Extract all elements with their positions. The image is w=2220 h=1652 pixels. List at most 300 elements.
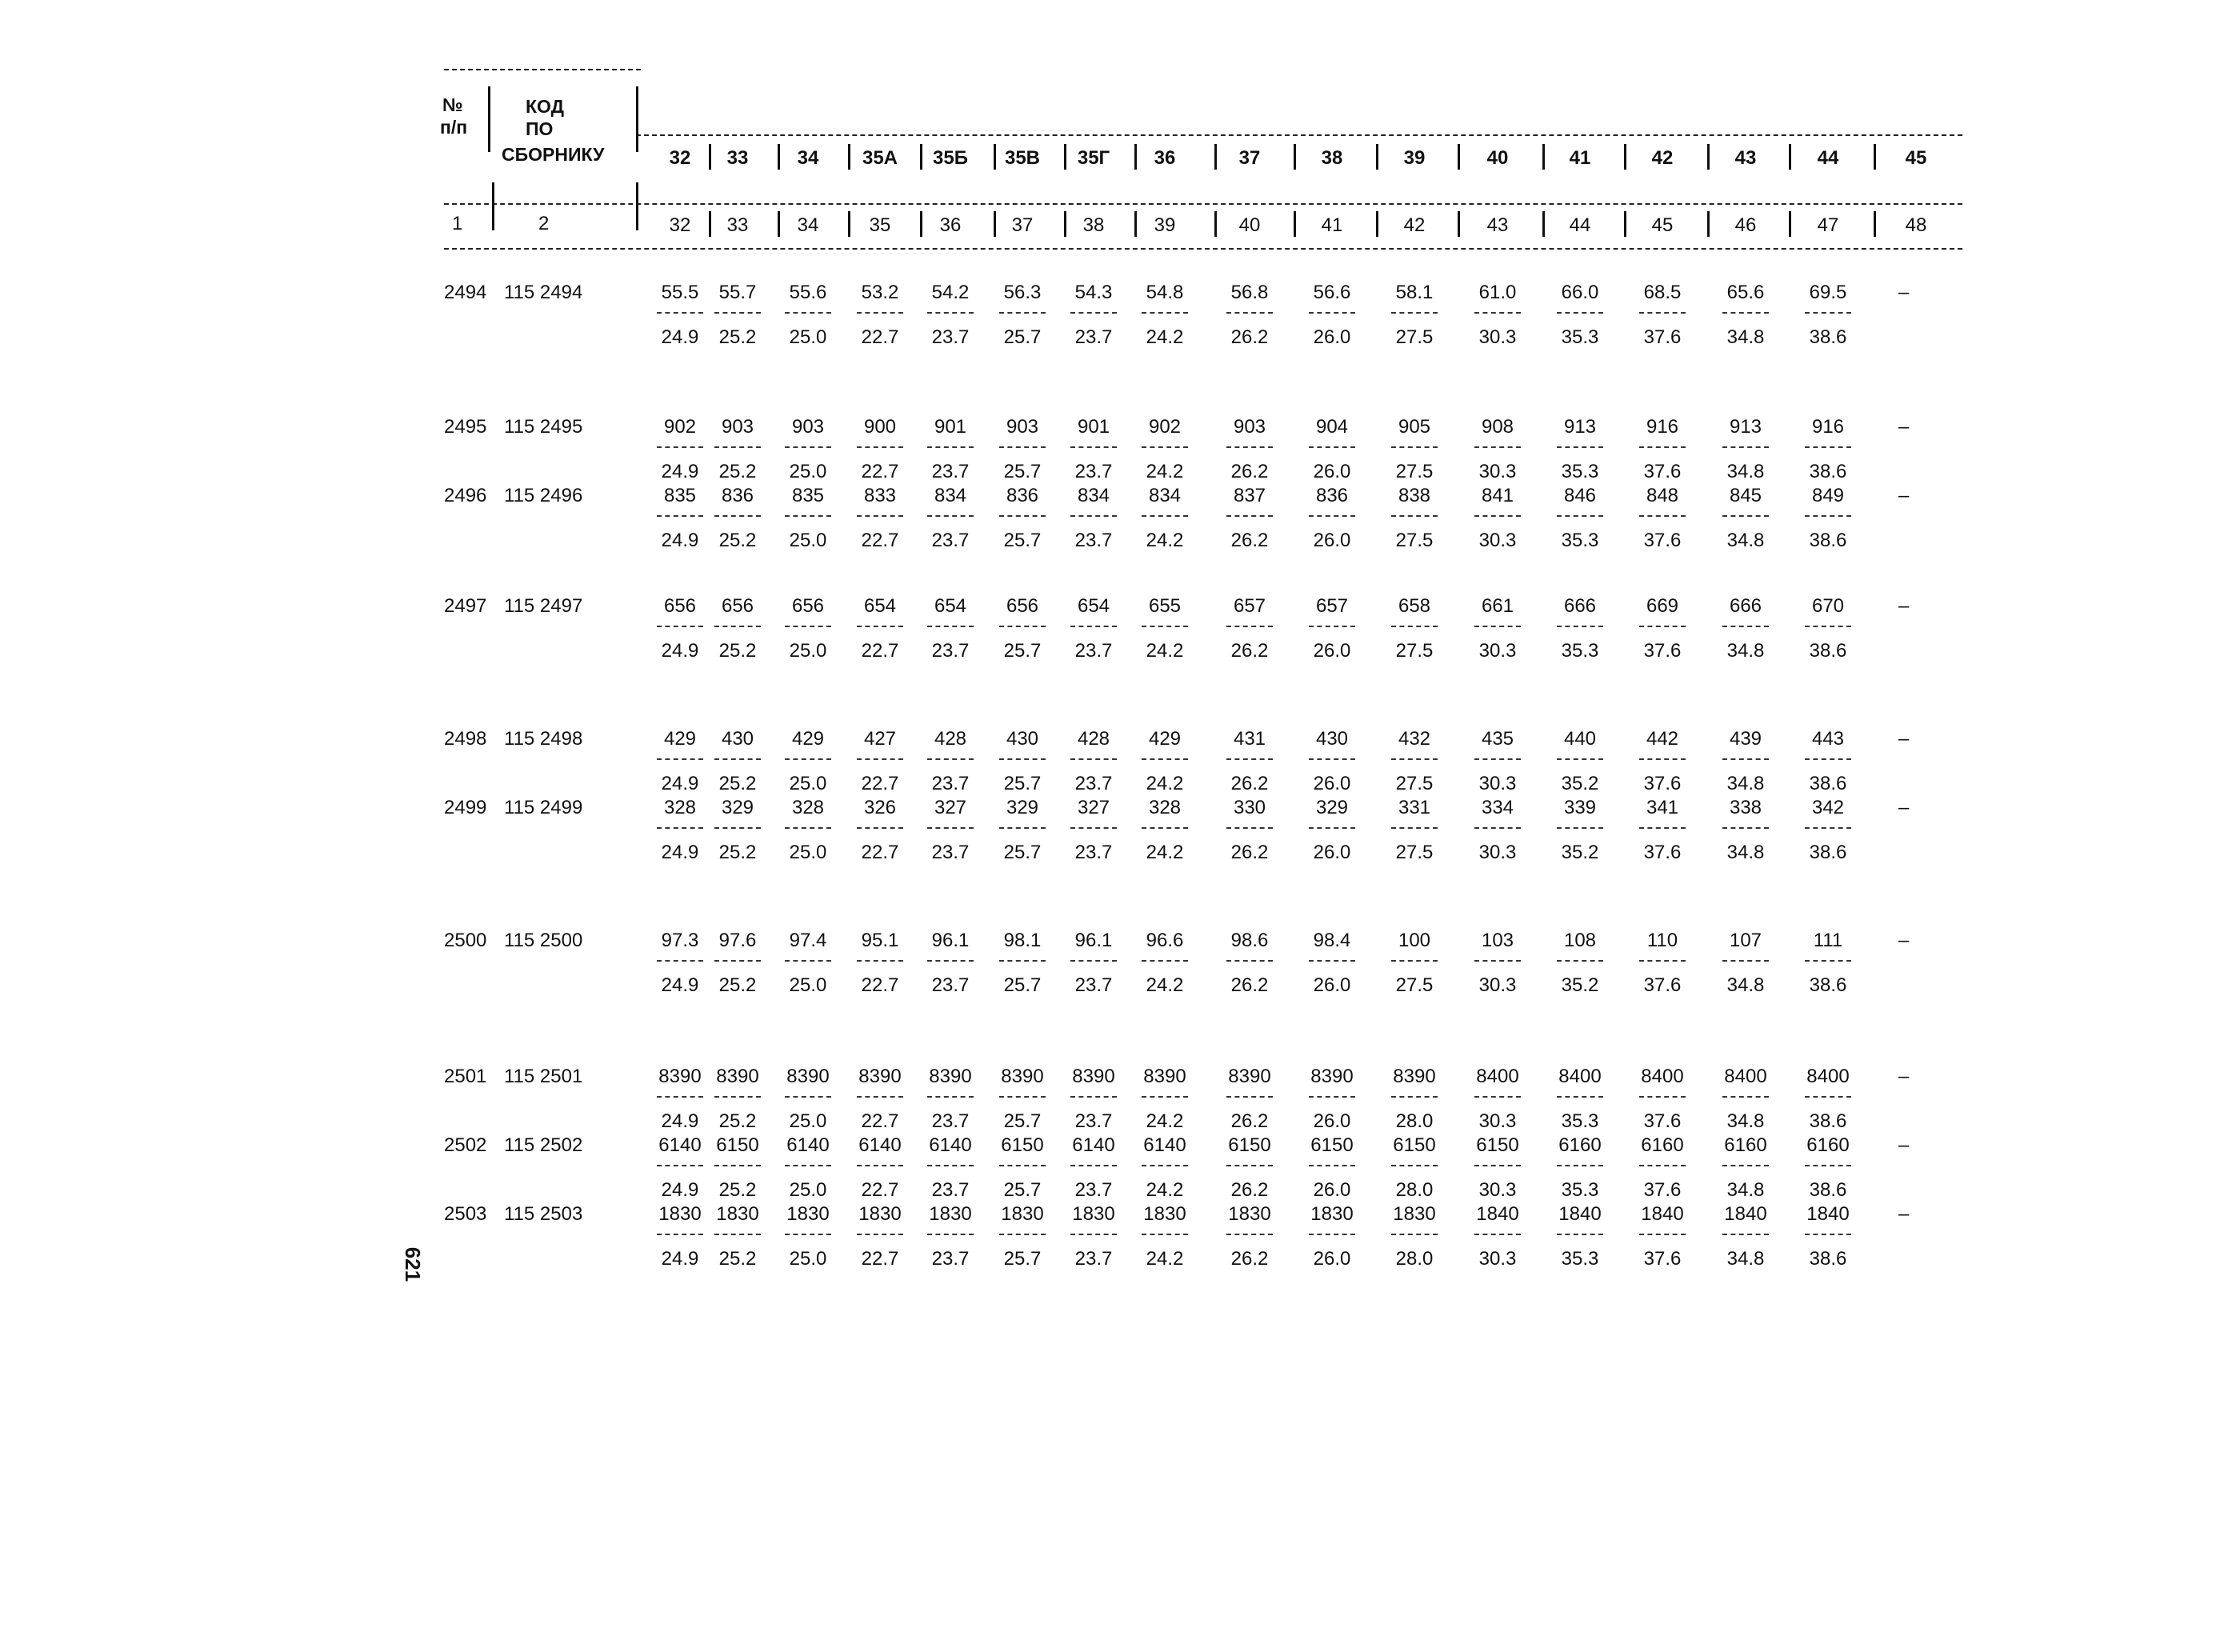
- fraction-line: [1557, 515, 1603, 517]
- fraction-line: [927, 312, 974, 314]
- cell-divisor: 38.6: [1809, 773, 1847, 794]
- cell-divisor: 28.0: [1395, 1110, 1434, 1132]
- cell-value: 657: [1233, 595, 1266, 617]
- index-col-separator: [1542, 211, 1545, 237]
- cell-divisor: 26.0: [1313, 326, 1351, 348]
- cell-value: 656: [1006, 595, 1039, 617]
- cell-value: 96.1: [931, 930, 970, 951]
- cell-divisor: 25.7: [1003, 530, 1042, 551]
- cell-divisor: 25.7: [1003, 842, 1042, 863]
- cell-value: 341: [1646, 797, 1679, 818]
- cell-divisor: 37.6: [1643, 640, 1682, 662]
- cell-divisor: 26.2: [1230, 773, 1269, 794]
- cell-divisor: 35.2: [1561, 842, 1599, 863]
- cell-value: 327: [934, 797, 967, 818]
- fraction-line: [1557, 626, 1603, 627]
- cell-divisor: 30.3: [1478, 842, 1517, 863]
- fraction-line: [785, 1234, 831, 1235]
- cell-value: 428: [1077, 728, 1110, 750]
- fraction-line: [857, 758, 903, 760]
- fraction-line: [1226, 1165, 1273, 1166]
- fraction-line: [714, 446, 761, 448]
- cell-value: 666: [1563, 595, 1597, 617]
- row-number: 2501: [444, 1066, 487, 1087]
- fraction-line: [1805, 446, 1851, 448]
- cell-divisor: 24.9: [661, 773, 699, 794]
- cell-value: 96.6: [1146, 930, 1184, 951]
- cell-divisor: 26.0: [1313, 974, 1351, 996]
- row-code: 115 2498: [504, 728, 583, 750]
- cell-divisor: 25.0: [789, 326, 827, 348]
- cell-divisor: 23.7: [1074, 974, 1113, 996]
- row-number: 2494: [444, 282, 487, 303]
- header-rule-3: [444, 248, 1962, 250]
- cell-divisor: 26.0: [1313, 530, 1351, 551]
- cell-divisor: 25.0: [789, 773, 827, 794]
- fraction-line: [1722, 1165, 1769, 1166]
- cell-divisor: 24.2: [1146, 1110, 1184, 1132]
- cell-divisor: 25.0: [789, 1179, 827, 1201]
- cell-value: 1840: [1558, 1203, 1602, 1225]
- fraction-line: [1226, 960, 1273, 962]
- cell-divisor: 23.7: [1074, 1179, 1113, 1201]
- fraction-line: [1226, 515, 1273, 517]
- cell-value: 54.8: [1146, 282, 1184, 303]
- cell-value: 903: [791, 416, 825, 438]
- column-header: 37: [1238, 147, 1261, 169]
- cell-value: 55.6: [789, 282, 827, 303]
- fraction-line: [1309, 758, 1355, 760]
- cell-value: 443: [1811, 728, 1845, 750]
- cell-divisor: 25.7: [1003, 773, 1042, 794]
- cell-value: 66.0: [1561, 282, 1599, 303]
- cell-value: 56.8: [1230, 282, 1269, 303]
- fraction-line: [1805, 1096, 1851, 1098]
- cell-value: 903: [721, 416, 754, 438]
- row-code: 115 2503: [504, 1203, 583, 1225]
- cell-value: 439: [1729, 728, 1762, 750]
- fraction-line: [714, 758, 761, 760]
- cell-divisor: 24.9: [661, 974, 699, 996]
- fraction-line: [785, 312, 831, 314]
- fraction-line: [785, 515, 831, 517]
- cell-divisor: 34.8: [1726, 461, 1765, 482]
- row-number: 2499: [444, 797, 487, 818]
- cell-value: 658: [1398, 595, 1431, 617]
- cell-value: 904: [1315, 416, 1349, 438]
- cell-divisor: 37.6: [1643, 326, 1682, 348]
- cell-value: 901: [1077, 416, 1110, 438]
- cell-divisor: 24.2: [1146, 842, 1184, 863]
- cell-value: 902: [1148, 416, 1182, 438]
- cell-divisor: 25.2: [718, 461, 757, 482]
- fraction-line: [999, 312, 1046, 314]
- fraction-line: [1309, 1165, 1355, 1166]
- cell-value: 55.7: [718, 282, 757, 303]
- fraction-line: [1722, 1234, 1769, 1235]
- fraction-line: [1142, 446, 1188, 448]
- column-index: 33: [726, 214, 749, 236]
- fraction-line: [1557, 827, 1603, 829]
- cell-value: 654: [1077, 595, 1110, 617]
- fraction-line: [1722, 960, 1769, 962]
- cell-value: 328: [1148, 797, 1182, 818]
- row-last-dash: –: [1898, 416, 1910, 438]
- cell-divisor: 23.7: [931, 530, 970, 551]
- cell-divisor: 30.3: [1478, 1248, 1517, 1270]
- fraction-line: [999, 626, 1046, 627]
- cell-value: 848: [1646, 485, 1679, 506]
- fraction-line: [1474, 1096, 1521, 1098]
- cell-value: 326: [863, 797, 897, 818]
- cell-divisor: 23.7: [931, 974, 970, 996]
- fraction-line: [714, 1165, 761, 1166]
- cell-value: 8390: [1072, 1066, 1115, 1087]
- fraction-line: [657, 312, 703, 314]
- column-header: 44: [1817, 147, 1839, 169]
- cell-divisor: 30.3: [1478, 1110, 1517, 1132]
- cell-divisor: 27.5: [1395, 530, 1434, 551]
- cell-divisor: 34.8: [1726, 1110, 1765, 1132]
- column-index: 44: [1569, 214, 1591, 236]
- cell-divisor: 30.3: [1478, 326, 1517, 348]
- index-col-separator: [1874, 211, 1876, 237]
- cell-value: 97.4: [789, 930, 827, 951]
- cell-divisor: 22.7: [861, 842, 899, 863]
- column-header: 33: [726, 147, 749, 169]
- fraction-line: [999, 827, 1046, 829]
- cell-value: 8390: [716, 1066, 759, 1087]
- fraction-line: [1309, 1096, 1355, 1098]
- fraction-line: [1639, 758, 1686, 760]
- cell-value: 329: [1315, 797, 1349, 818]
- cell-divisor: 34.8: [1726, 326, 1765, 348]
- cell-value: 661: [1481, 595, 1514, 617]
- cell-value: 903: [1233, 416, 1266, 438]
- fraction-line: [714, 960, 761, 962]
- fraction-line: [999, 1096, 1046, 1098]
- column-header: 43: [1734, 147, 1757, 169]
- cell-divisor: 26.0: [1313, 1179, 1351, 1201]
- row-last-dash: –: [1898, 1134, 1910, 1156]
- cell-divisor: 22.7: [861, 530, 899, 551]
- cell-divisor: 23.7: [1074, 1110, 1113, 1132]
- column-header: 36: [1154, 147, 1176, 169]
- cell-divisor: 25.2: [718, 974, 757, 996]
- fraction-line: [927, 1096, 974, 1098]
- fraction-line: [1070, 626, 1117, 627]
- cell-divisor: 34.8: [1726, 640, 1765, 662]
- cell-divisor: 23.7: [1074, 1248, 1113, 1270]
- cell-value: 110: [1646, 930, 1678, 951]
- cell-divisor: 26.0: [1313, 461, 1351, 482]
- fraction-line: [1226, 626, 1273, 627]
- cell-divisor: 24.2: [1146, 974, 1184, 996]
- column-header: 35Б: [933, 147, 968, 169]
- cell-value: 58.1: [1395, 282, 1434, 303]
- cell-divisor: 24.2: [1146, 1248, 1184, 1270]
- cell-divisor: 30.3: [1478, 773, 1517, 794]
- cell-value: 900: [863, 416, 897, 438]
- cell-divisor: 24.9: [661, 1110, 699, 1132]
- cell-value: 655: [1148, 595, 1182, 617]
- cell-divisor: 25.7: [1003, 1110, 1042, 1132]
- fraction-line: [1142, 515, 1188, 517]
- cell-divisor: 25.7: [1003, 640, 1042, 662]
- cell-value: 54.3: [1074, 282, 1113, 303]
- cell-divisor: 25.7: [1003, 974, 1042, 996]
- header-code-label: КОД: [526, 96, 565, 117]
- cell-value: 334: [1481, 797, 1514, 818]
- fraction-line: [785, 1165, 831, 1166]
- fraction-line: [1474, 960, 1521, 962]
- cell-divisor: 25.7: [1003, 461, 1042, 482]
- row-number: 2498: [444, 728, 487, 750]
- index-col-separator: [1707, 211, 1710, 237]
- cell-value: 61.0: [1478, 282, 1517, 303]
- header-rule-2: [444, 203, 1962, 205]
- cell-divisor: 35.3: [1561, 530, 1599, 551]
- cell-value: 432: [1398, 728, 1431, 750]
- column-index: 43: [1486, 214, 1509, 236]
- fraction-line: [1805, 1234, 1851, 1235]
- cell-value: 428: [934, 728, 967, 750]
- cell-value: 430: [1006, 728, 1039, 750]
- cell-divisor: 28.0: [1395, 1248, 1434, 1270]
- fraction-line: [1474, 1234, 1521, 1235]
- cell-value: 656: [663, 595, 697, 617]
- header-vbar-code: [636, 86, 638, 152]
- fraction-line: [927, 515, 974, 517]
- cell-divisor: 37.6: [1643, 530, 1682, 551]
- cell-value: 835: [791, 485, 825, 506]
- cell-divisor: 22.7: [861, 461, 899, 482]
- cell-value: 1830: [1072, 1203, 1115, 1225]
- fraction-line: [1070, 827, 1117, 829]
- cell-divisor: 23.7: [931, 640, 970, 662]
- cell-value: 8400: [1558, 1066, 1602, 1087]
- row-number: 2496: [444, 485, 487, 506]
- cell-value: 834: [1148, 485, 1182, 506]
- index-col-separator: [1624, 211, 1626, 237]
- fraction-line: [927, 758, 974, 760]
- fraction-line: [714, 626, 761, 627]
- column-index: 35: [869, 214, 891, 236]
- fraction-line: [657, 446, 703, 448]
- fraction-line: [1805, 626, 1851, 627]
- cell-value: 833: [863, 485, 897, 506]
- row-last-dash: –: [1898, 728, 1910, 750]
- fraction-line: [657, 758, 703, 760]
- cell-value: 1840: [1724, 1203, 1767, 1225]
- header-rule-1: [636, 134, 1962, 136]
- row-last-dash: –: [1898, 485, 1910, 506]
- fraction-line: [1142, 1165, 1188, 1166]
- header-no-symbol: №: [442, 94, 463, 115]
- cell-value: 670: [1811, 595, 1845, 617]
- cell-divisor: 37.6: [1643, 461, 1682, 482]
- cell-divisor: 37.6: [1643, 773, 1682, 794]
- cell-divisor: 27.5: [1395, 640, 1434, 662]
- cell-divisor: 37.6: [1643, 974, 1682, 996]
- cell-value: 65.6: [1726, 282, 1765, 303]
- cell-value: 916: [1811, 416, 1845, 438]
- cell-divisor: 24.9: [661, 461, 699, 482]
- fraction-line: [1226, 1096, 1273, 1098]
- cell-value: 427: [863, 728, 897, 750]
- cell-value: 6150: [1228, 1134, 1271, 1156]
- cell-value: 430: [721, 728, 754, 750]
- fraction-line: [657, 827, 703, 829]
- cell-value: 654: [934, 595, 967, 617]
- cell-value: 657: [1315, 595, 1349, 617]
- fraction-line: [1639, 446, 1686, 448]
- fraction-line: [657, 626, 703, 627]
- row-code: 115 2501: [504, 1066, 583, 1087]
- fraction-line: [1639, 626, 1686, 627]
- cell-value: 8400: [1724, 1066, 1767, 1087]
- cell-divisor: 26.2: [1230, 461, 1269, 482]
- fraction-line: [1391, 827, 1438, 829]
- cell-divisor: 26.2: [1230, 1110, 1269, 1132]
- cell-value: 331: [1398, 797, 1431, 818]
- fraction-line: [1805, 758, 1851, 760]
- header-col-separator: [1294, 144, 1296, 170]
- fraction-line: [714, 1234, 761, 1235]
- cell-divisor: 26.0: [1313, 640, 1351, 662]
- cell-value: 338: [1729, 797, 1762, 818]
- fraction-line: [857, 960, 903, 962]
- fraction-line: [999, 1234, 1046, 1235]
- cell-value: 328: [663, 797, 697, 818]
- cell-divisor: 23.7: [1074, 640, 1113, 662]
- column-index: 41: [1321, 214, 1343, 236]
- cell-divisor: 23.7: [931, 1179, 970, 1201]
- cell-divisor: 24.2: [1146, 326, 1184, 348]
- header-code-label-3: СБОРНИКУ: [502, 144, 605, 165]
- cell-divisor: 26.2: [1230, 640, 1269, 662]
- cell-value: 98.4: [1313, 930, 1351, 951]
- cell-value: 8390: [858, 1066, 902, 1087]
- cell-value: 834: [1077, 485, 1110, 506]
- cell-value: 1830: [786, 1203, 830, 1225]
- fraction-line: [1805, 1165, 1851, 1166]
- cell-divisor: 38.6: [1809, 842, 1847, 863]
- fraction-line: [1805, 515, 1851, 517]
- cell-value: 6140: [1072, 1134, 1115, 1156]
- cell-divisor: 38.6: [1809, 326, 1847, 348]
- cell-value: 53.2: [861, 282, 899, 303]
- cell-value: 1830: [1228, 1203, 1271, 1225]
- cell-divisor: 23.7: [1074, 461, 1113, 482]
- cell-value: 916: [1646, 416, 1679, 438]
- cell-divisor: 24.9: [661, 530, 699, 551]
- cell-value: 1830: [858, 1203, 902, 1225]
- fraction-line: [1142, 758, 1188, 760]
- fraction-line: [1805, 960, 1851, 962]
- fraction-line: [1639, 1165, 1686, 1166]
- row-number: 2503: [444, 1203, 487, 1225]
- fraction-line: [714, 827, 761, 829]
- fraction-line: [1557, 1096, 1603, 1098]
- fraction-line: [857, 515, 903, 517]
- column-index: 32: [669, 214, 691, 236]
- fraction-line: [1142, 960, 1188, 962]
- cell-value: 1840: [1476, 1203, 1519, 1225]
- cell-value: 6140: [658, 1134, 702, 1156]
- cell-divisor: 22.7: [861, 640, 899, 662]
- cell-divisor: 23.7: [931, 1110, 970, 1132]
- cell-value: 440: [1563, 728, 1597, 750]
- header-col-separator: [1542, 144, 1545, 170]
- fraction-line: [1639, 1234, 1686, 1235]
- cell-divisor: 24.9: [661, 326, 699, 348]
- header-top-rule: [444, 69, 641, 70]
- cell-value: 8390: [1393, 1066, 1436, 1087]
- cell-value: 837: [1233, 485, 1266, 506]
- cell-divisor: 38.6: [1809, 640, 1847, 662]
- cell-divisor: 34.8: [1726, 842, 1765, 863]
- fraction-line: [1639, 827, 1686, 829]
- cell-divisor: 25.0: [789, 1110, 827, 1132]
- cell-value: 845: [1729, 485, 1762, 506]
- fraction-line: [1474, 1165, 1521, 1166]
- fraction-line: [1391, 758, 1438, 760]
- cell-value: 69.5: [1809, 282, 1847, 303]
- cell-value: 6150: [716, 1134, 759, 1156]
- fraction-line: [1805, 827, 1851, 829]
- cell-divisor: 38.6: [1809, 1110, 1847, 1132]
- cell-divisor: 30.3: [1478, 461, 1517, 482]
- cell-value: 669: [1646, 595, 1679, 617]
- fraction-line: [999, 758, 1046, 760]
- fraction-line: [999, 960, 1046, 962]
- cell-divisor: 24.2: [1146, 640, 1184, 662]
- cell-divisor: 26.0: [1313, 773, 1351, 794]
- cell-value: 836: [721, 485, 754, 506]
- cell-value: 8390: [1001, 1066, 1044, 1087]
- cell-value: 834: [934, 485, 967, 506]
- fraction-line: [1309, 312, 1355, 314]
- fraction-line: [1391, 1165, 1438, 1166]
- cell-divisor: 27.5: [1395, 326, 1434, 348]
- cell-value: 108: [1563, 930, 1597, 951]
- cell-value: 98.1: [1003, 930, 1042, 951]
- cell-divisor: 24.9: [661, 1179, 699, 1201]
- column-index: 42: [1403, 214, 1426, 236]
- cell-divisor: 27.5: [1395, 842, 1434, 863]
- cell-divisor: 25.0: [789, 974, 827, 996]
- fraction-line: [1391, 1234, 1438, 1235]
- fraction-line: [1309, 1234, 1355, 1235]
- fraction-line: [1070, 515, 1117, 517]
- cell-divisor: 38.6: [1809, 1248, 1847, 1270]
- column-index: 47: [1817, 214, 1839, 236]
- cell-divisor: 25.7: [1003, 326, 1042, 348]
- cell-divisor: 34.8: [1726, 773, 1765, 794]
- cell-divisor: 25.0: [789, 461, 827, 482]
- row-code: 115 2502: [504, 1134, 583, 1156]
- row-number: 2497: [444, 595, 487, 617]
- cell-value: 68.5: [1643, 282, 1682, 303]
- cell-divisor: 37.6: [1643, 1110, 1682, 1132]
- cell-value: 96.1: [1074, 930, 1113, 951]
- column-header: 35Г: [1077, 147, 1110, 169]
- row-number: 2500: [444, 930, 487, 951]
- cell-divisor: 25.2: [718, 1110, 757, 1132]
- index-col-1: 1: [452, 213, 463, 234]
- cell-divisor: 34.8: [1726, 1248, 1765, 1270]
